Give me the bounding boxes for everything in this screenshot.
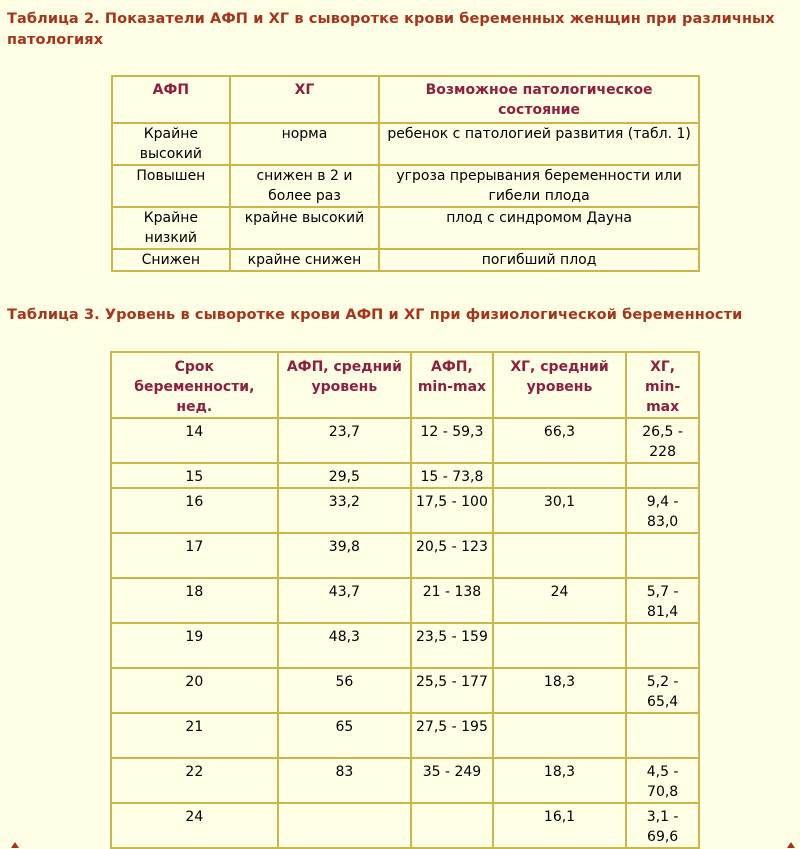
table-cell: погибший плод <box>379 249 699 271</box>
pathology-table <box>111 75 700 272</box>
table-cell: 22 <box>111 758 278 803</box>
table-row <box>111 623 699 668</box>
table-cell: 21 - 138 <box>411 578 493 623</box>
corner-arrow-icon <box>11 842 19 848</box>
table-row <box>112 207 699 249</box>
col-header-term: Срок беременности, нед. <box>111 352 278 418</box>
table-cell: 18 <box>111 578 278 623</box>
table-row <box>111 713 699 758</box>
table-cell: 25,5 - 177 <box>411 668 493 713</box>
col-header-hcg-range: ХГ, min-max <box>626 352 699 418</box>
table-cell <box>411 803 493 848</box>
table-cell: 33,2 <box>278 488 411 533</box>
table-row <box>111 758 699 803</box>
table-cell: 15 - 73,8 <box>411 463 493 488</box>
table2-title: Таблица 2. Показатели АФП и ХГ в сыворотке крови беременных женщин при различных патологиях <box>7 11 775 48</box>
table-cell: 39,8 <box>278 533 411 578</box>
col-header-afp-mean: АФП, средний уровень <box>278 352 411 418</box>
col-header-hcg-mean: ХГ, средний уровень <box>493 352 626 418</box>
table-cell: 17,5 - 100 <box>411 488 493 533</box>
table-cell <box>626 533 699 578</box>
table-cell: 16 <box>111 488 278 533</box>
table3-title: Таблица 3. Уровень в сыворотке крови АФП и ХГ при физиологической беременности <box>7 307 743 323</box>
table-cell: крайне высокий <box>230 207 379 249</box>
table-cell: 24 <box>111 803 278 848</box>
table-cell: Крайне высокий <box>112 123 230 165</box>
table-cell <box>493 713 626 758</box>
table-cell: 66,3 <box>493 418 626 463</box>
table-cell: Крайне низкий <box>112 207 230 249</box>
table-row <box>111 418 699 463</box>
table-cell: крайне снижен <box>230 249 379 271</box>
table-cell: 5,7 - 81,4 <box>626 578 699 623</box>
table-cell: норма <box>230 123 379 165</box>
table-cell: 56 <box>278 668 411 713</box>
table-cell: 83 <box>278 758 411 803</box>
table-cell: 15 <box>111 463 278 488</box>
table-cell: 20 <box>111 668 278 713</box>
table-cell: Повышен <box>112 165 230 207</box>
table-row <box>112 249 699 271</box>
col-header-afp: АФП <box>112 76 230 123</box>
table-cell: плод с синдромом Дауна <box>379 207 699 249</box>
table-header-row <box>112 76 699 123</box>
table-row <box>111 668 699 713</box>
table-row <box>111 803 699 848</box>
table-cell: 12 - 59,3 <box>411 418 493 463</box>
table-row <box>112 165 699 207</box>
table-cell: 43,7 <box>278 578 411 623</box>
corner-arrow-icon <box>787 842 795 848</box>
table-cell: 20,5 - 123 <box>411 533 493 578</box>
col-header-afp-range: АФП, min-max <box>411 352 493 418</box>
table-row <box>111 578 699 623</box>
table-cell: 65 <box>278 713 411 758</box>
col-header-hcg: ХГ <box>230 76 379 123</box>
table-cell: 23,5 - 159 <box>411 623 493 668</box>
table-cell <box>626 463 699 488</box>
table-cell: 14 <box>111 418 278 463</box>
table-row <box>111 533 699 578</box>
table-cell: 35 - 249 <box>411 758 493 803</box>
table-cell: 4,5 - 70,8 <box>626 758 699 803</box>
table-cell: 29,5 <box>278 463 411 488</box>
table-cell: ребенок с патологией развития (табл. 1) <box>379 123 699 165</box>
table-cell: 5,2 - 65,4 <box>626 668 699 713</box>
table-cell: 19 <box>111 623 278 668</box>
table-cell <box>626 713 699 758</box>
table-cell: 18,3 <box>493 758 626 803</box>
table-cell: Снижен <box>112 249 230 271</box>
table-cell: 27,5 - 195 <box>411 713 493 758</box>
table-cell: 30,1 <box>493 488 626 533</box>
table-cell: 3,1 - 69,6 <box>626 803 699 848</box>
table-cell: 17 <box>111 533 278 578</box>
table-cell: 24 <box>493 578 626 623</box>
table-cell: 16,1 <box>493 803 626 848</box>
physiological-levels-table <box>110 351 700 849</box>
table-row <box>112 123 699 165</box>
table-cell <box>493 463 626 488</box>
table-cell: 9,4 - 83,0 <box>626 488 699 533</box>
table-cell: 48,3 <box>278 623 411 668</box>
table-cell: 21 <box>111 713 278 758</box>
table-header-row <box>111 352 699 418</box>
col-header-condition: Возможное патологическое состояние <box>379 76 699 123</box>
table-cell: 23,7 <box>278 418 411 463</box>
table-cell: 26,5 - 228 <box>626 418 699 463</box>
table-cell <box>626 623 699 668</box>
table-cell: снижен в 2 и более раз <box>230 165 379 207</box>
table-cell <box>493 533 626 578</box>
table-cell <box>493 623 626 668</box>
table-cell <box>278 803 411 848</box>
table-row <box>111 488 699 533</box>
table-row <box>111 463 699 488</box>
table-cell: угроза прерывания беременности или гибели плода <box>379 165 699 207</box>
table-cell: 18,3 <box>493 668 626 713</box>
